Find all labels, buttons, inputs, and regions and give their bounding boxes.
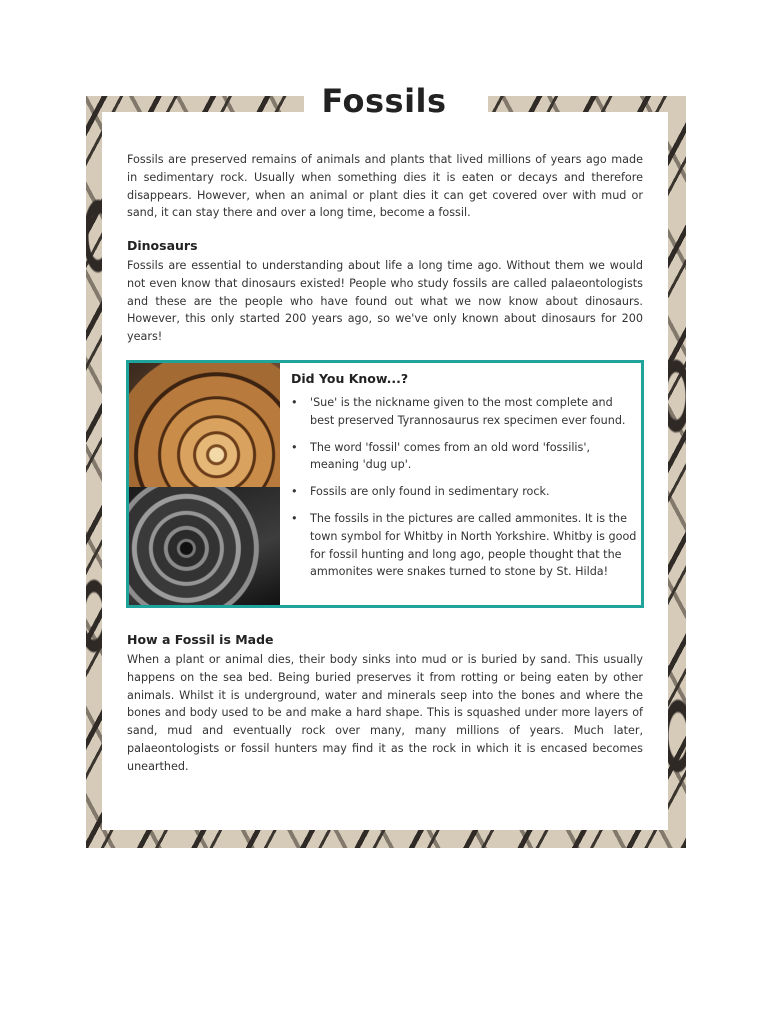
- did-you-know-heading: Did You Know...?: [291, 371, 409, 386]
- how-made-heading: How a Fossil is Made: [127, 632, 274, 647]
- did-you-know-list: [291, 394, 637, 590]
- list-item: • 'Sue' is the nickname given to the most complete and best preserved Tyrannosaurus rex specimen ever found.: [291, 394, 637, 430]
- how-made-paragraph: When a plant or animal dies, their body sinks into mud or is buried by sand. This usually happens on the sea bed. Being buried preserves it from rotting or being eaten by other animals. Whilst it is underground, water and minerals seep into the bones and where the bones and body used to be and make a hard shape. This is squashed under more layers of sand, mud and eventually rock over many, many millions of years. Much later, palaeontologists or fossil hunters may find it as the rock in which it is encased becomes unearthed.: [127, 653, 643, 773]
- intro-paragraph: Fossils are preserved remains of animals and plants that lived millions of years ago made in sedimentary rock. Usually when something dies it is eaten or decays and therefore disappears. However, when an animal or plant dies it can get covered over with mud or sand, it can stay there and over a long time, become a fossil.: [127, 153, 643, 220]
- list-item: • The fossils in the pictures are called ammonites. It is the town symbol for Whitby in North Yorkshire. Whitby is good for fossil hunting and long ago, people thought that the ammonites were snakes turned to stone by St. Hilda!: [291, 510, 637, 581]
- page-title: Fossils: [321, 82, 447, 120]
- list-item: • Fossils are only found in sedimentary rock.: [291, 483, 637, 501]
- dinosaurs-heading: Dinosaurs: [127, 238, 198, 253]
- ammonite-photo-grey: [129, 487, 280, 605]
- dinosaurs-paragraph: Fossils are essential to understanding about life a long time ago. Without them we would not even know that dinosaurs existed! People who study fossils are called palaeontologists and these are the people who have found out what we now know about dinosaurs. However, this only started 200 years ago, so we've only known about dinosaurs for 200 years!: [127, 259, 643, 344]
- list-item: • The word 'fossil' comes from an old word 'fossilis', meaning 'dug up'.: [291, 439, 637, 475]
- ammonite-photo-brown: [129, 363, 280, 487]
